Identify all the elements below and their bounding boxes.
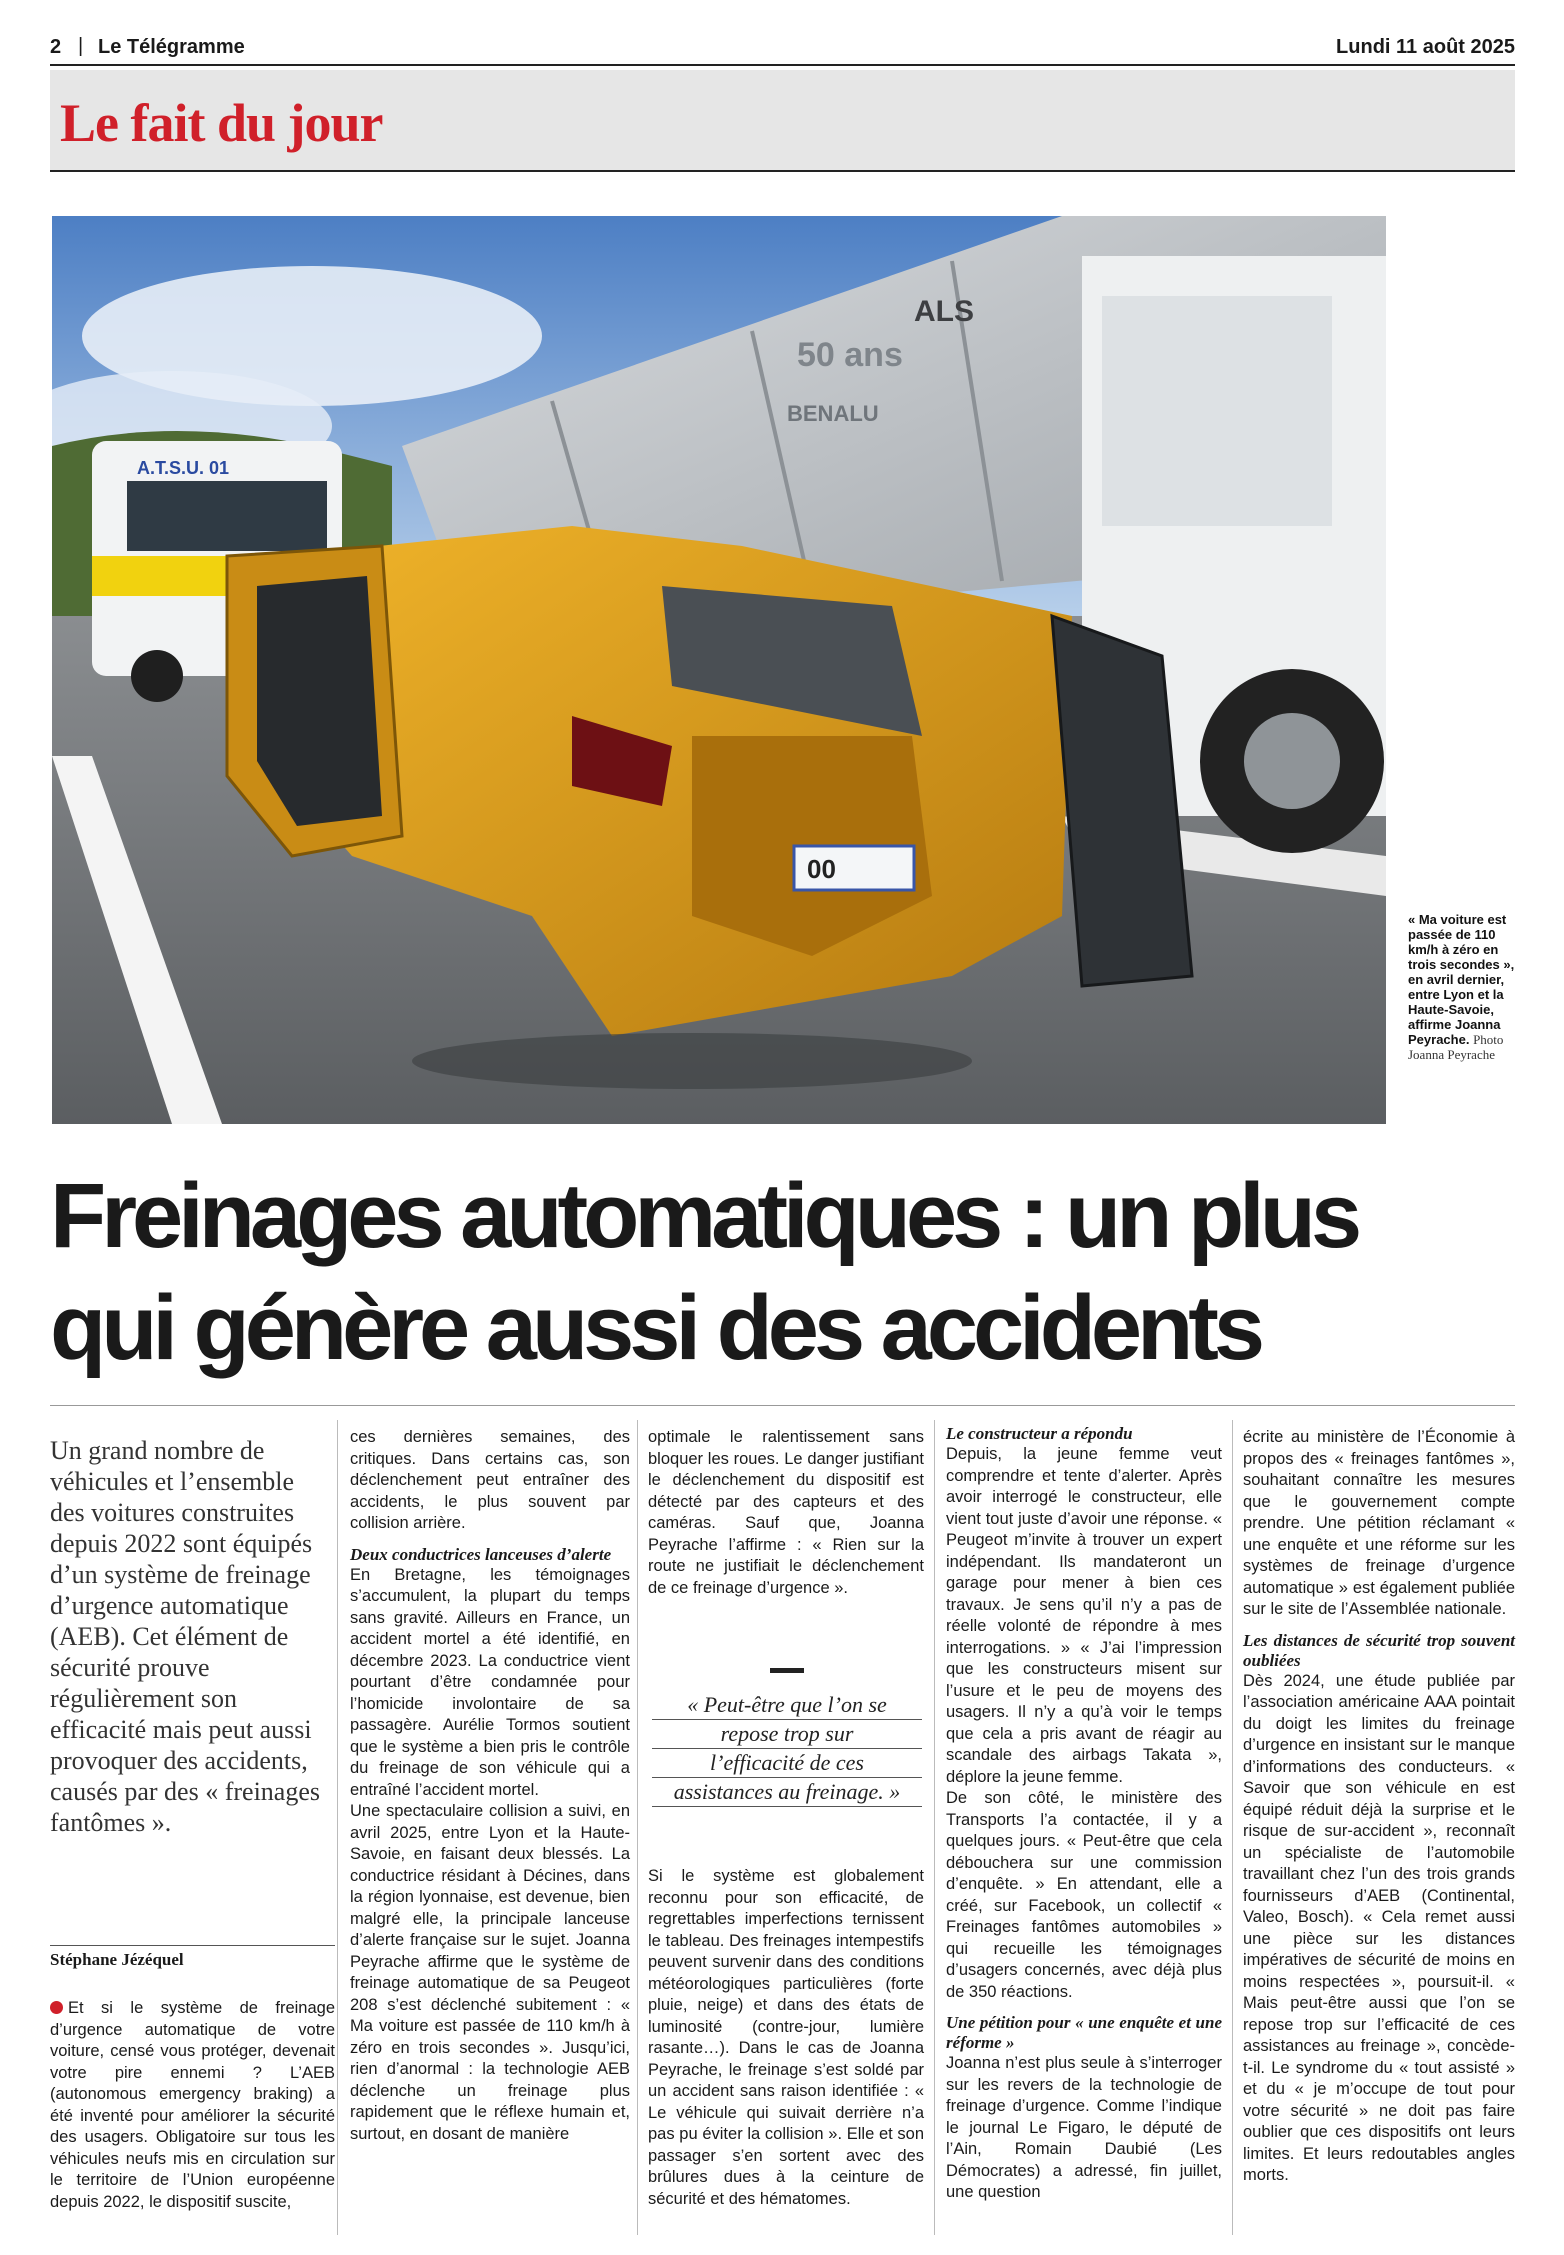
author-byline: Stéphane Jézéquel [50,1950,184,1969]
paragraph: De son côté, le ministère des Transports l’a contactée, il y a quelques jours. « Peut-être que cela débouchera sur une commission d’enquête. » En attendant, elle a créé, sur Facebook, un collectif « Freinages fantômes automobiles » qui recueille les témoignages d’usagers concernés, avec déjà plus de 350 réactions. [946,1789,1222,2001]
truck-wheel-hub [1244,713,1340,809]
subheading: Le constructeur a répondu [946,1424,1133,1443]
paragraph: Dès 2024, une étude publiée par l’association américaine AAA pointait du doigt les limites du freinage d’urgence en insistant sur le manque d’informations des conducteurs. « Savoir que son véhicule en est équipé réduit déjà la surprise et le risque de sur-accident », reconnaît un spécialiste de l’automobile travaillant chez l’un des trois grands fournisseurs d’AEB (Continental, Valeo, Bosch). « Cela remet aussi une pièce sur les distances impératives de sécurité de moins en moins respectées », poursuit-il. « Mais peut-être aussi que l’on se repose trop sur l’efficacité de ces assistances au freinage », concède-t-il. Le syndrome du « tout assisté » et du « je m’occupe de tout pour votre sécurité » ne doit pas faire oublier que ces dispositifs ont leurs limites. Et leurs redoutables angles morts. [1243,1671,1515,2184]
quote-line: « Peut-être que l’on se [652,1691,922,1720]
article-photo [52,216,1386,1124]
page-number: 2 [50,36,62,58]
article-headline [50,1160,1530,1384]
page-header [50,36,1515,66]
truck-text-50ans: 50 ans [797,336,903,374]
car-shadow [412,1033,972,1089]
truck-brand: BENALU [787,401,879,426]
paragraph: Si le système est globalement reconnu pour son efficacité, de regrettables imperfections ternissent le tableau. Des freinages intempestifs peuvent survenir dans des conditions météorologiques particulières (forte pluie, neige) et dans des états de luminosité (contre-jour, lumière rasante…). Dans le cas de Joanna Peyrache, le freinage s’est soldé par un accident sans raison identifiée : « Le véhicule qui suivait derrière n’a pas pu éviter la collision ». Elle et son passager s’en sortent avec des brûlures dues à la ceinture de sécurité et des hématomes. [648,1867,924,2208]
quote-line: repose trop sur [652,1720,922,1749]
quote-line: l’efficacité de ces [652,1749,922,1778]
article-column-3b [648,1866,924,2210]
article-column-3 [648,1427,924,1599]
article-column-2 [350,1427,630,2145]
quote-bar [770,1668,804,1673]
article-lead: Un grand nombre de véhicules et l’ensemble des voitures construites depuis 2022 sont équipés d’un système de freinage d’urgence automatique (AEB). Cet élément de sécurité prouve régulièrement son efficacité mais peut aussi provoquer des accidents, causés par des « freinages fantômes ». [50,1436,320,1837]
subheading: Les distances de sécurité trop souvent oubliées [1243,1630,1515,1670]
issue-date: Lundi 11 août 2025 [1336,36,1515,58]
paragraph: ces dernières semaines, des critiques. Dans certains cas, son déclenchement peut entraîner des accidents, le plus souvent par collision arrière. [350,1428,630,1532]
caption-text: « Ma voiture est passée de 110 km/h à zéro en trois secondes », en avril dernier, entre Lyon et la Haute-Savoie, affirme Joanna Peyrache. [1408,912,1515,1047]
paragraph: Joanna n’est plus seule à s’interroger sur les revers de la technologie de freinage d’urgence. Comme l’indique le journal Le Figaro, le député de l’Ain, Romain Daubié (Les Démocrates) a adressé, fin juillet, une question [946,2054,1222,2201]
article-column-5 [1243,1427,1515,2187]
subheading: Une pétition pour « une enquête et une réforme » [946,2013,1222,2052]
ambulance-windshield [127,481,327,551]
divider [50,1945,335,1946]
section-banner [50,70,1515,172]
truck-logo: ALS [914,295,974,328]
paragraph: Une spectaculaire collision a suivi, en avril 2025, entre Lyon et la Haute-Savoie, en faisant deux blessés. La conductrice résidant à Décines, dans la région lyonnaise, est devenue, bien malgré elle, la principale lanceuse d’alerte française sur le sujet. Joanna Peyrache affirme que le système de freinage automatique de sa Peugeot 208 s’est déclenché subitement : « Ma voiture est passée de 110 km/h à zéro en trois secondes ». Jusqu’ici, rien d’anormal : la technologie AEB déclenche un freinage plus rapidement que le réflexe humain et, surtout, en dosant de manière [350,1802,630,2143]
column-divider [637,1420,638,2235]
photo-caption [1408,912,1518,1062]
ambulance-label: A.T.S.U. 01 [137,458,230,478]
paragraph [50,1998,335,2213]
license-plate-text: 00 [807,854,836,884]
ambulance-wheel [131,650,183,702]
crash-scene-illustration [52,216,1386,1124]
article-column-1 [50,1998,335,2213]
headline-line-1: Freinages automatiques : un plus [50,1165,1358,1267]
section-title: Le fait du jour [60,93,383,153]
subheading: Deux conductrices lanceuses d’alerte [350,1544,612,1564]
quote-line: assistances au freinage. » [652,1778,922,1807]
header-separator: | [78,35,84,57]
truck-cab-panel [1102,296,1332,526]
paragraph: Depuis, la jeune femme veut comprendre et tente d’alerter. Après avoir interrogé le constructeur, elle vient tout juste d’avoir une réponse. « Peugeot m’invite à trouver un expert indépendant. Ils mandateront un garage pour mener à bien ces travaux. Je sens qu’il n’y a pas de réelle volonté de répondre à mes interrogations. » « J’ai l’impression que les constructeurs misent sur l’usure et le peu de moyens des usagers. Il n’y a qu’à voir le temps que cela a pris avant de réagir au scandale des airbags Takata », déplore la jeune femme. [946,1445,1222,1786]
column-divider [337,1420,338,2235]
column-divider [1232,1420,1233,2235]
car-door-interior [257,576,382,826]
divider [50,1405,1515,1406]
publication-name: Le Télégramme [98,36,245,58]
column-divider [934,1420,935,2235]
paragraph: optimale le ralentissement sans bloquer les roues. Le danger justifiant le déclenchement du dispositif est détecté par des capteurs et des caméras. Sauf que, Joanna Peyrache l’affirme : « Rien sur la route ne justifiait le déclenchement de ce freinage d’urgence ». [648,1428,924,1597]
headline-line-2: qui génère aussi des accidents [50,1277,1261,1379]
photo-credit: Photo Joanna Peyrache [1408,1032,1504,1062]
paragraph: écrite au ministère de l’Économie à propos des « freinages fantômes », souhaitant connaître les mesures que le gouvernement compte prendre. Une pétition réclamant « une enquête et une réforme sur les systèmes de freinage d’urgence automatique » est également publiée sur le site de l’Assemblée nationale. [1243,1428,1515,1618]
article-column-4 [946,1424,1222,2204]
bullet-dot-icon [50,2001,63,2014]
pull-quote [652,1668,922,1807]
paragraph: En Bretagne, les témoignages s’accumulent, la plupart du temps sans gravité. Ailleurs en France, un accident mortel a été identifié, en décembre 2023. La conductrice vient pourtant d’être condamnée pour l’homicide involontaire de sa passagère. Aurélie Tormos soutient que le système a bien pris le contrôle du freinage de son véhicule qui a entraîné l’accident mortel. [350,1565,630,1799]
paragraph-text: Et si le système de freinage d’urgence automatique de votre voiture, censé vous protéger, devenait votre pire ennemi ? L’AEB (autonomous emergency braking) a été inventé pour améliorer la sécurité des usagers. Obligatoire sur tous les véhicules neufs mis en circulation sur le territoire de l’Union européenne depuis 2022, le dispositif suscite, [50,1999,335,2211]
